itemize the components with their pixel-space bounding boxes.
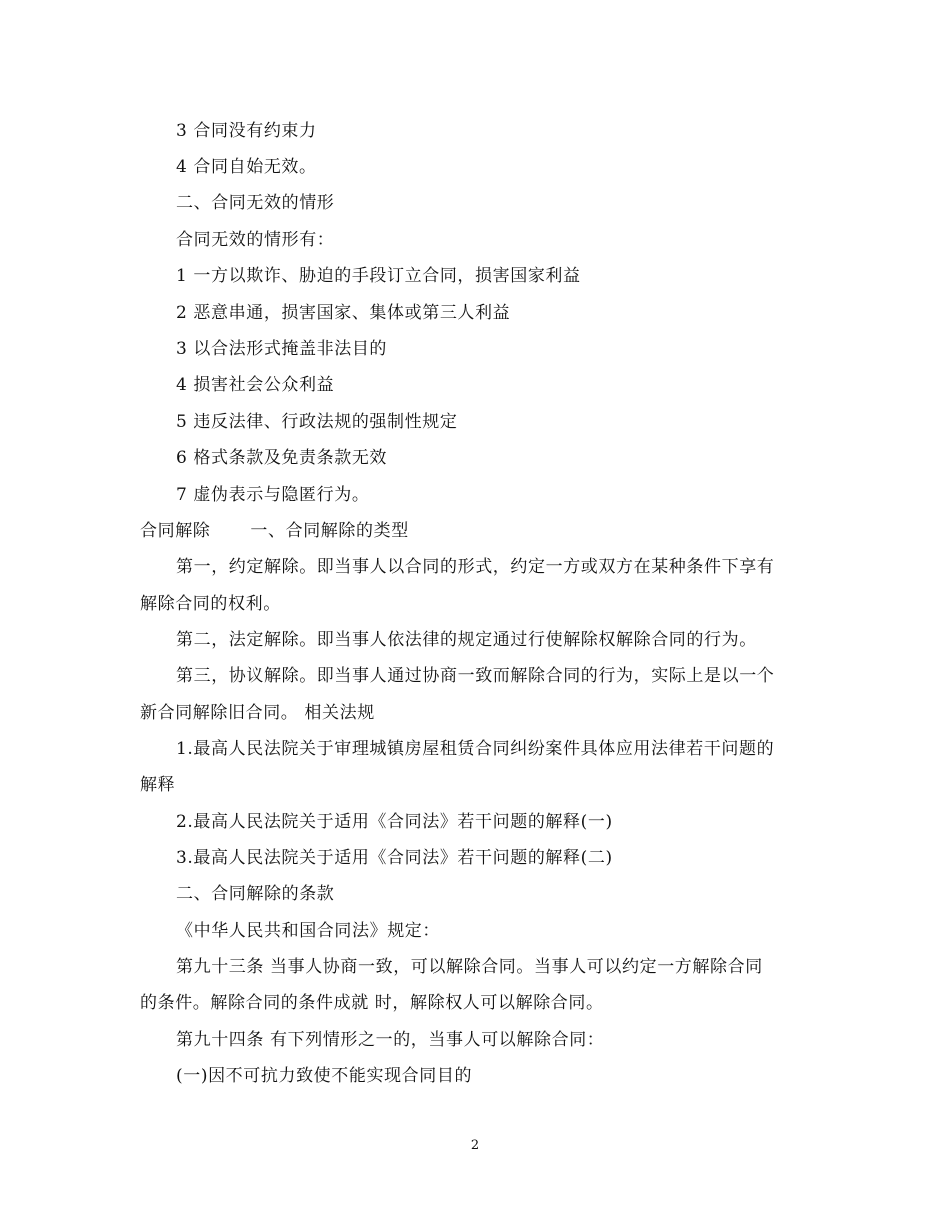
paragraph: 第九十三条 当事人协商一致，可以解除合同。当事人可以约定一方解除合同 — [176, 957, 763, 977]
list-item: 1.最高人民法院关于审理城镇房屋租赁合同纠纷案件具体应用法律若干问题的 — [176, 739, 775, 759]
list-item: 3 以合法形式掩盖非法目的 — [176, 339, 388, 359]
section-heading: 二、合同无效的情形 — [176, 193, 335, 213]
paragraph-continuation: 新合同解除旧合同。 相关法规 — [140, 703, 375, 723]
page-number: 2 — [470, 1138, 480, 1153]
section-heading-row — [140, 520, 409, 542]
section-heading: 二、合同解除的条款 — [176, 884, 335, 904]
list-item: 4 合同自始无效。 — [176, 157, 317, 177]
paragraph: 《中华人民共和国合同法》规定： — [176, 921, 440, 941]
paragraph: 第二，法定解除。即当事人依法律的规定通过行使解除权解除合同的行为。 — [176, 630, 757, 650]
list-item: (一)因不可抗力致使不能实现合同目的 — [176, 1066, 473, 1086]
list-item: 5 违反法律、行政法规的强制性规定 — [176, 412, 458, 432]
paragraph: 第三，协议解除。即当事人通过协商一致而解除合同的行为，实际上是以一个 — [176, 666, 775, 686]
list-item-continuation: 解释 — [140, 775, 176, 795]
section-heading-left: 合同解除 — [140, 521, 211, 541]
list-item: 3.最高人民法院关于适用《合同法》若干问题的解释(二) — [176, 848, 613, 868]
list-item: 3 合同没有约束力 — [176, 121, 317, 141]
paragraph-continuation: 的条件。解除合同的条件成就 时，解除权人可以解除合同。 — [140, 993, 604, 1013]
list-item: 1 一方以欺诈、胁迫的手段订立合同，损害国家利益 — [176, 266, 581, 286]
paragraph: 合同无效的情形有： — [176, 230, 335, 250]
paragraph-continuation: 解除合同的权利。 — [140, 594, 281, 614]
section-heading-right: 一、合同解除的类型 — [250, 521, 409, 541]
list-item: 2 恶意串通，损害国家、集体或第三人利益 — [176, 303, 511, 323]
list-item: 6 格式条款及免责条款无效 — [176, 448, 388, 468]
list-item: 4 损害社会公众利益 — [176, 375, 335, 395]
list-item: 2.最高人民法院关于适用《合同法》若干问题的解释(一) — [176, 812, 613, 832]
list-item: 7 虚伪表示与隐匿行为。 — [176, 485, 370, 505]
paragraph: 第九十四条 有下列情形之一的，当事人可以解除合同： — [176, 1030, 605, 1050]
paragraph: 第一，约定解除。即当事人以合同的形式，约定一方或双方在某种条件下享有 — [176, 557, 775, 577]
